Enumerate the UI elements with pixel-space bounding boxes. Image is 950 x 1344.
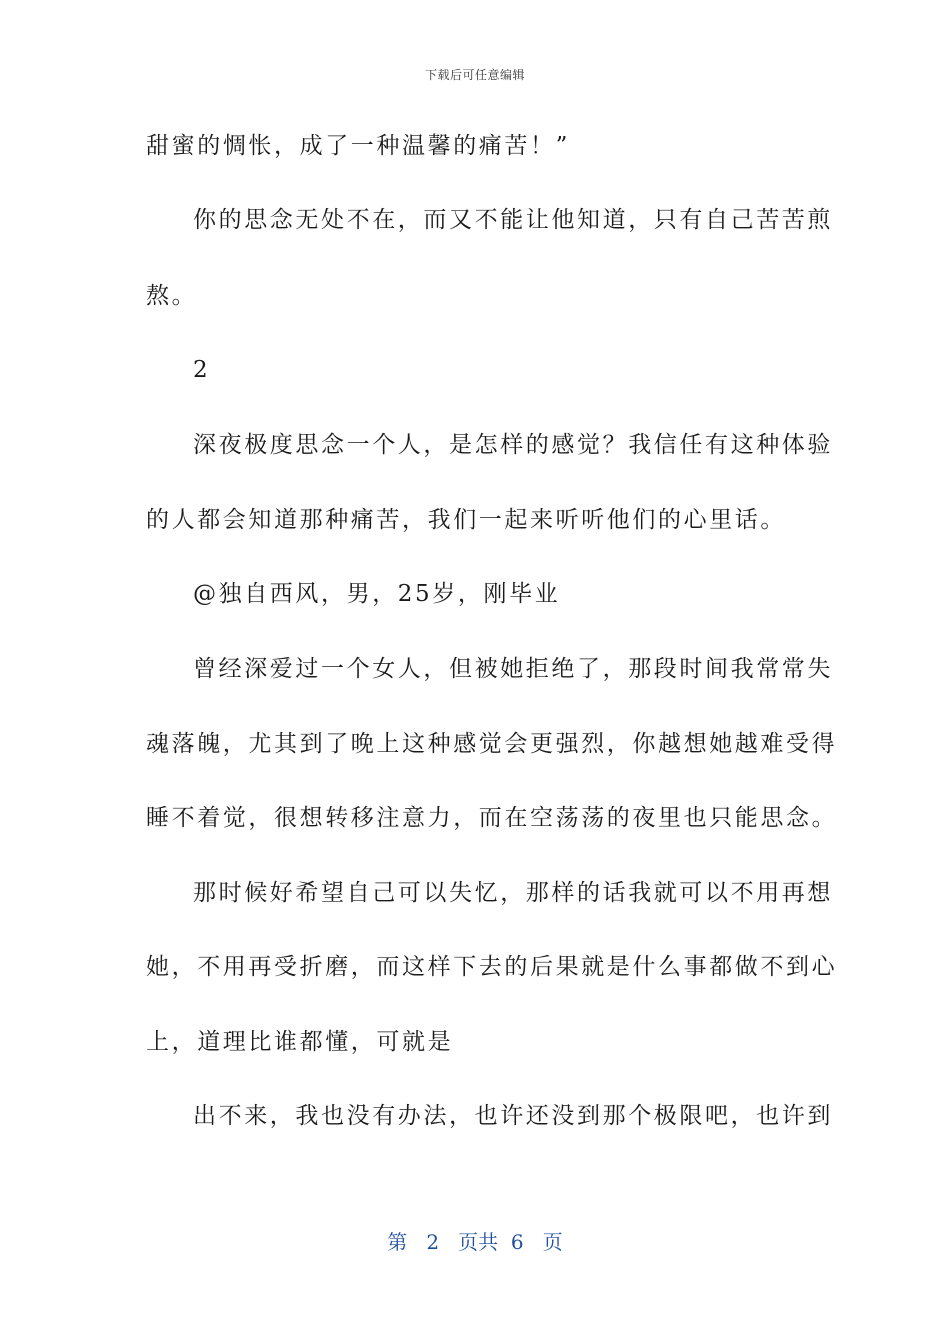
author-line: @独自西风，男，25岁，刚毕业	[193, 581, 561, 607]
footer-current-page: 2	[426, 1230, 440, 1254]
body-line-9: 魂落魄，尤其到了晚上这种感觉会更强烈，你越想她越难受得	[146, 731, 838, 757]
section-number: 2	[193, 357, 211, 383]
body-line-13: 上，道理比谁都懂，可就是	[146, 1029, 454, 1055]
body-line-12: 她，不用再受折磨，而这样下去的后果就是什么事都做不到心	[146, 954, 838, 980]
page-footer	[0, 1226, 950, 1255]
body-line-10: 睡不着觉，很想转移注意力，而在空荡荡的夜里也只能思念。	[146, 805, 838, 831]
page-header: 下载后可任意编辑	[424, 68, 525, 82]
body-line-2: 你的思念无处不在，而又不能让他知道，只有自己苦苦煎	[193, 207, 833, 233]
body-line-5: 深夜极度思念一个人，是怎样的感觉？我信任有这种体验	[193, 432, 833, 458]
footer-middle: 页共	[458, 1230, 499, 1254]
body-line-6: 的人都会知道那种痛苦，我们一起来听听他们的心里话。	[146, 507, 786, 533]
footer-total-pages: 6	[510, 1230, 524, 1254]
footer-suffix: 页	[542, 1230, 563, 1254]
body-line-8: 曾经深爱过一个女人，但被她拒绝了，那段时间我常常失	[193, 656, 833, 682]
body-line-3: 熬。	[146, 283, 198, 309]
body-line-11: 那时候好希望自己可以失忆，那样的话我就可以不用再想	[193, 880, 833, 906]
body-line-14: 出不来，我也没有办法，也许还没到那个极限吧，也许到	[193, 1103, 833, 1129]
footer-prefix: 第	[387, 1230, 408, 1254]
body-line-1: 甜蜜的惆怅，成了一种温馨的痛苦！”	[146, 133, 570, 159]
